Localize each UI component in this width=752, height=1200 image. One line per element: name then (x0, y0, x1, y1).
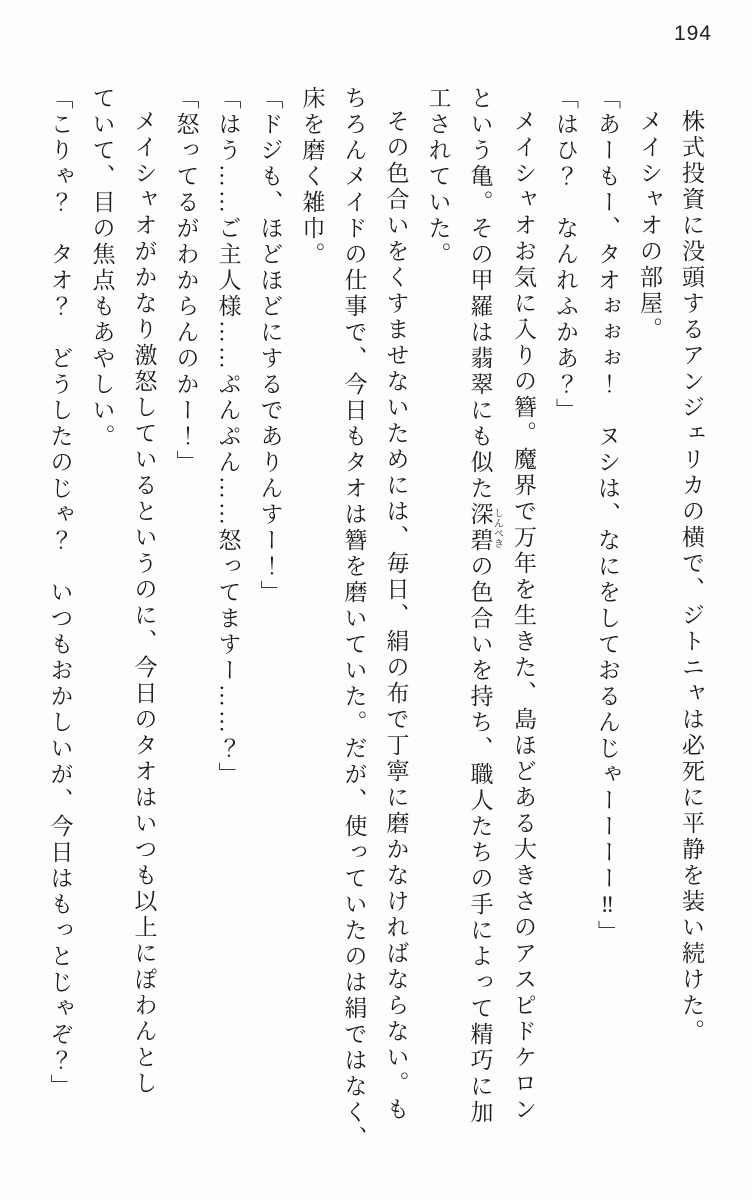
ruby-annotated-word: 深碧 しんぺき (467, 502, 503, 554)
text-block (39, 86, 713, 1166)
text-line: その色合いをくすませないためには、毎日、絹の布で丁寧に磨かなければならない。も (383, 109, 409, 1123)
text-line: 「ドジも、ほどほどにするでありんすー！」 (257, 86, 283, 606)
text-line: 「怒ってるがわからんのかー！」 (173, 86, 199, 476)
text-line: メイシャオお気に入りの簪。魔界で万年を生きた、島ほどある大きさのアスピドケロン (511, 109, 536, 1123)
furigana: しんぺき (491, 502, 503, 554)
text-line: 「あーもー、タオぉぉぉ！ ヌシは、なにをしておるんじゃーーーー‼」 (595, 86, 620, 946)
text-line: メイシャオがかなり激怒しているというのに、今日のタオはいつも以上にぽわんとし (131, 109, 157, 1097)
page-number: 194 (673, 22, 712, 45)
text-line: メイシャオの部屋。 (637, 109, 662, 343)
text-line: 「はひ？ なんれふかあ？」 (553, 86, 578, 424)
text-line: 「はう……ご主人様……ぷんぷん……怒ってますー……？」 (215, 86, 241, 788)
text-line: 工されていた。 (425, 86, 451, 268)
text-line: 株式投資に没頭するアンジェリカの横で、ジトニャは必死に平静を装い続けた。 (679, 109, 704, 1045)
text-line: ちろんメイドの仕事で、今日もタオは簪を磨いていた。だが、使っていたのは絹ではなく、 (341, 86, 367, 1152)
text-line: という亀。その甲羅は翡翠にも似た深碧 しんぺきの色合いを持ち、職人たちの手によって精巧に加 (467, 86, 503, 1126)
text-line: 床を磨く雑巾。 (299, 86, 325, 268)
text-line: ていて、目の焦点もあやしい。 (89, 86, 115, 450)
text-line: 「こりゃ？ タオ？ どうしたのじゃ？ いつもおかしいが、今日はもっとじゃぞ？」 (47, 86, 73, 1100)
